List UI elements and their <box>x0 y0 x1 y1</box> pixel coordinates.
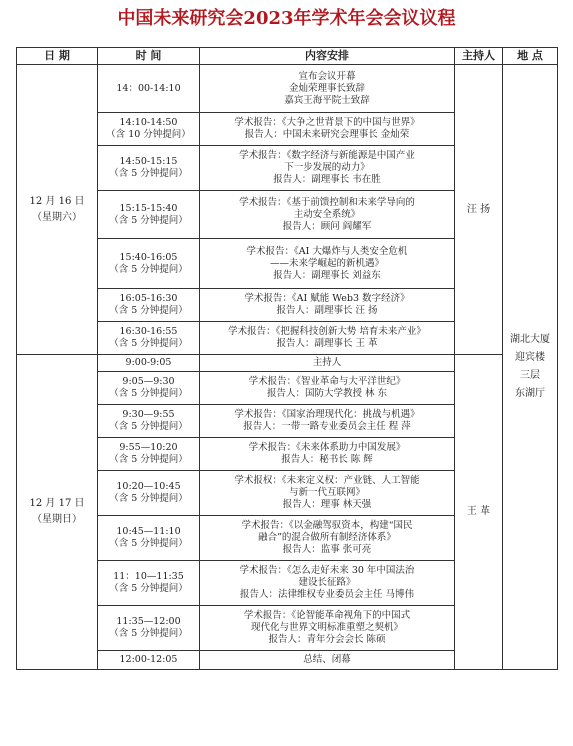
time-cell <box>98 239 200 289</box>
time-line: 16:05-16:30 <box>119 293 178 304</box>
content-line: 学术报权：《未来定义权：产业链、人工智能 <box>234 475 420 486</box>
table-row <box>17 355 558 372</box>
date-line: 12 月 17 日 <box>29 498 85 509</box>
time-cell <box>98 606 200 651</box>
content-line: 与新一代互联网》 <box>288 487 365 498</box>
time-line: （含 5 分钟提问） <box>109 421 188 432</box>
agenda-body <box>17 65 558 670</box>
agenda-table <box>16 47 558 670</box>
time-line: 15:15-15:40 <box>119 202 178 214</box>
time-line: （含 5 分钟提问） <box>109 263 188 275</box>
time-cell <box>98 438 200 471</box>
place-line: 东湖厅 <box>515 388 545 399</box>
content-cell <box>200 405 455 438</box>
time-line: （含 5 分钟提问） <box>109 628 188 639</box>
content-cell <box>200 65 455 113</box>
content-line: 报告人：副理事长 韦在胜 <box>273 174 381 185</box>
content-cell <box>200 146 455 191</box>
time-line: （含 5 分钟提问） <box>109 583 188 594</box>
time-line: 11：10—11:35 <box>113 571 184 582</box>
time-line: 9:05—9:30 <box>122 376 175 387</box>
content-line: 学术报告：《智业革命与大平洋世纪》 <box>248 376 406 387</box>
content-cell <box>200 322 455 355</box>
time-cell <box>98 146 200 191</box>
content-cell <box>200 606 455 651</box>
time-cell <box>98 372 200 405</box>
time-cell <box>98 651 200 670</box>
content-line: 报告人：副理事长 汪 扬 <box>276 305 378 316</box>
time-line: 14：00-14:10 <box>116 82 181 94</box>
content-line: 下一步发展的动力》 <box>284 162 370 173</box>
content-line: 嘉宾王海平院士致辞 <box>284 94 370 106</box>
time-cell <box>98 561 200 606</box>
header-date: 日 期 <box>17 48 98 65</box>
time-line: （含 5 分钟提问） <box>109 538 188 549</box>
content-cell <box>200 372 455 405</box>
content-line: 报告人：理事 林天强 <box>282 499 372 510</box>
time-line: （含 10 分钟提问） <box>106 129 191 140</box>
time-line: 10:45—11:10 <box>116 526 181 537</box>
content-cell <box>200 438 455 471</box>
time-cell <box>98 516 200 561</box>
place-line: 湖北大厦 <box>510 334 550 345</box>
content-line: 融合”的混合做所有制经济体系》 <box>258 532 396 543</box>
content-cell <box>200 239 455 289</box>
time-line: 9:55—10:20 <box>119 442 178 453</box>
content-line: 学术报告：《怎么走好未来 30 年中国法治 <box>239 565 415 576</box>
time-line: 15:40-16:05 <box>119 251 178 263</box>
content-line: 报告人：中国未来研究会理事长 金灿荣 <box>244 129 410 140</box>
time-line: 14:50-15:15 <box>119 156 178 167</box>
time-line: 14:10-14:50 <box>119 117 178 128</box>
content-cell <box>200 191 455 239</box>
place-cell <box>503 65 558 670</box>
content-line: 宣布会议开幕 <box>298 70 356 82</box>
content-line: 总结、闭幕 <box>303 654 351 665</box>
time-line: 9:00-9:05 <box>125 357 172 368</box>
content-line: 主持人 <box>312 357 342 368</box>
content-line: 学术报告：《把握科技创新大势 培育未来产业》 <box>228 326 426 337</box>
content-line: 报告人：秘书长 陈 辉 <box>281 454 373 465</box>
content-cell <box>200 516 455 561</box>
content-line: 建设长征路》 <box>298 577 356 588</box>
header-row <box>17 48 558 65</box>
content-cell <box>200 355 455 372</box>
content-line: 学术报告：《AI 大爆炸与人类安全危机 <box>246 245 408 257</box>
content-line: 报告人：国防大学教授 林 东 <box>266 388 388 399</box>
host-cell: 王 革 <box>455 355 503 670</box>
content-line: 主动安全系统》 <box>293 208 361 220</box>
content-line: 学术报告：《未来体系助力中国发展》 <box>248 442 406 453</box>
header-content: 内容安排 <box>200 48 455 65</box>
header-host: 主持人 <box>455 48 503 65</box>
content-line: 报告人：青年分会会长 陈硕 <box>268 634 386 645</box>
content-line: 报告人：顾问 阎耀军 <box>282 220 372 232</box>
header-place: 地 点 <box>503 48 558 65</box>
host-cell: 汪 扬 <box>455 65 503 355</box>
time-line: （含 5 分钟提问） <box>109 493 188 504</box>
content-line: 金灿荣理事长致辞 <box>288 82 365 94</box>
time-line: （含 5 分钟提问） <box>109 214 188 226</box>
time-line: （含 5 分钟提问） <box>109 388 188 399</box>
time-line: 12:00-12:05 <box>119 654 178 665</box>
time-line: 16:30-16:55 <box>119 326 178 337</box>
content-cell <box>200 651 455 670</box>
time-line: （含 5 分钟提问） <box>109 338 188 349</box>
content-line: ——未来学崛起的新机遇》 <box>269 257 384 269</box>
place-line: 迎宾楼 <box>515 352 545 363</box>
date-line: （星期日） <box>32 514 82 525</box>
time-cell <box>98 289 200 322</box>
time-line: （含 5 分钟提问） <box>109 305 188 316</box>
time-line: （含 5 分钟提问） <box>109 454 188 465</box>
time-line: 11:35—12:00 <box>116 616 181 627</box>
time-line: 9:30—9:55 <box>122 409 175 420</box>
time-cell <box>98 405 200 438</box>
time-cell <box>98 113 200 146</box>
time-line: （含 5 分钟提问） <box>109 168 188 179</box>
content-line: 学术报告：《论智能革命视角下的中国式 <box>243 610 411 621</box>
content-line: 报告人：副理事长 刘益东 <box>273 269 381 281</box>
date-line: 12 月 16 日 <box>29 195 85 207</box>
table-row <box>17 65 558 113</box>
time-cell <box>98 191 200 239</box>
content-cell <box>200 113 455 146</box>
content-cell <box>200 561 455 606</box>
content-line: 学术报告：《大争之世背景下的中国与世界》 <box>234 117 420 128</box>
content-line: 报告人：一带一路专业委员会主任 程 萍 <box>243 421 411 432</box>
time-line: 10:20—10:45 <box>116 481 181 492</box>
content-cell <box>200 289 455 322</box>
time-cell <box>98 65 200 113</box>
content-cell <box>200 471 455 516</box>
time-cell <box>98 322 200 355</box>
content-line: 报告人：副理事长 王 革 <box>276 338 378 349</box>
place-line: 三层 <box>520 370 540 381</box>
content-line: 报告人：监事 张可亮 <box>282 544 372 555</box>
content-line: 现代化与世界文明标准重塑之契机》 <box>250 622 403 633</box>
page-title: 中国未来研究会2023年学术年会会议议程 <box>117 8 456 29</box>
date-cell <box>17 355 98 670</box>
time-cell <box>98 471 200 516</box>
content-line: 学术报告：《国家治理现代化：挑战与机遇》 <box>234 409 420 420</box>
content-line: 学术报告：《数字经济与新能源是中国产业 <box>239 150 415 161</box>
date-line: （星期六） <box>32 211 82 223</box>
content-line: 学术报告：《以金融驾驭资本，构建“国民 <box>241 520 413 531</box>
time-cell <box>98 355 200 372</box>
content-line: 学术报告：《基于前馈控制和未来学导向的 <box>239 196 415 208</box>
date-cell <box>17 65 98 355</box>
content-line: 学术报告：《AI 赋能 Web3 数字经济》 <box>244 293 410 304</box>
header-time: 时 间 <box>98 48 200 65</box>
content-line: 报告人：法律维权专业委员会主任 马博伟 <box>239 589 415 600</box>
